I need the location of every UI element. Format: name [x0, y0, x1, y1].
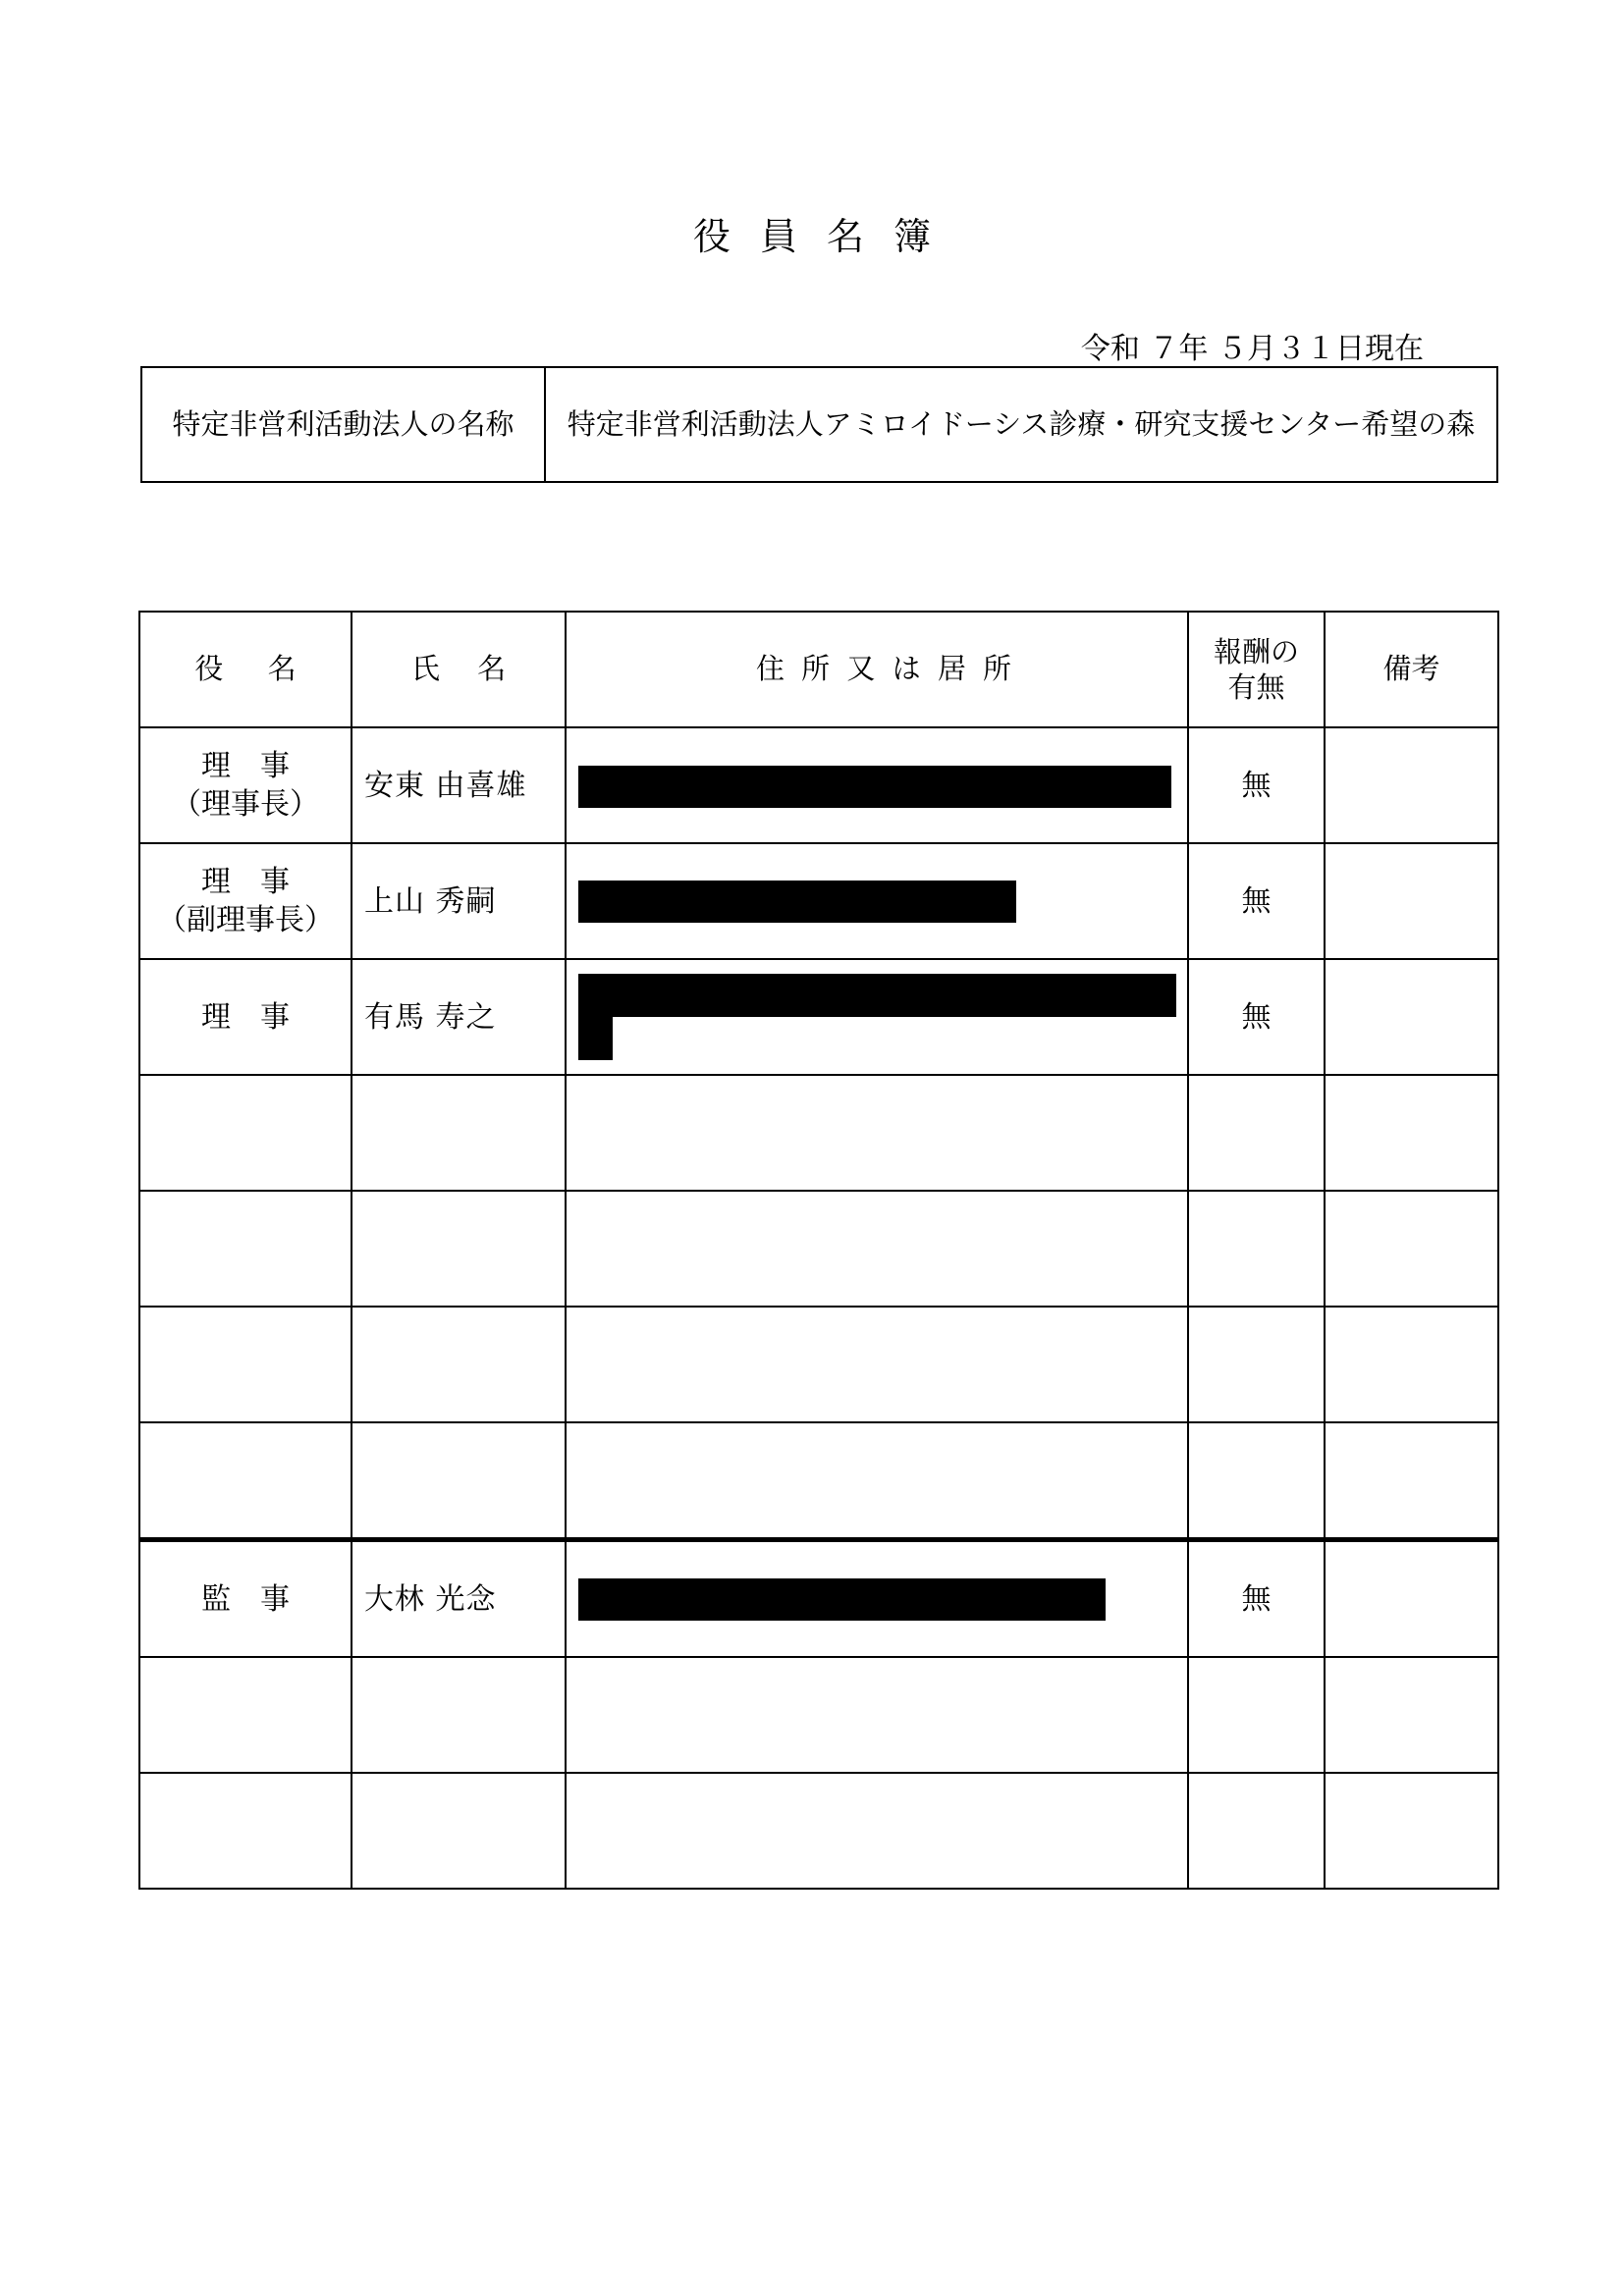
- role-cell: [139, 1307, 352, 1422]
- director-row: [139, 727, 1498, 843]
- name-cell: [352, 1657, 566, 1773]
- director-row: [139, 843, 1498, 959]
- header-remuneration: [1188, 612, 1325, 727]
- remarks-cell: [1325, 959, 1498, 1075]
- role-cell: [139, 1657, 352, 1773]
- redaction-bar: [578, 766, 1171, 808]
- remuneration-cell: [1188, 1422, 1325, 1540]
- corporation-name: 特定非営利活動法人アミロイドーシス診療・研究支援センター希望の森: [545, 367, 1497, 482]
- name-cell: 大林 光念: [352, 1540, 566, 1658]
- director-row: [139, 959, 1498, 1075]
- name-cell: [352, 1422, 566, 1540]
- redaction-bar: [578, 1578, 1106, 1621]
- name-cell: [352, 1307, 566, 1422]
- header-remuneration-line1: 報酬の: [1213, 634, 1299, 668]
- name-cell: [352, 1191, 566, 1307]
- corporation-name-table: [140, 366, 1498, 483]
- director-row: [139, 1422, 1498, 1540]
- address-cell: [566, 959, 1188, 1075]
- auditor-row: [139, 1773, 1498, 1889]
- remarks-cell: [1325, 1773, 1498, 1889]
- role-cell: [139, 1075, 352, 1191]
- auditor-row: [139, 1540, 1498, 1658]
- remuneration-cell: 無: [1188, 1540, 1325, 1658]
- document-title: 役員名簿: [692, 215, 960, 258]
- remarks-cell: [1325, 1657, 1498, 1773]
- director-row: [139, 1307, 1498, 1422]
- remuneration-cell: [1188, 1191, 1325, 1307]
- role-cell: [139, 1422, 352, 1540]
- header-remuneration-line2: 有無: [1227, 670, 1285, 704]
- corporation-label: 特定非営利活動法人の名称: [141, 367, 545, 482]
- role-cell: 理 事: [139, 959, 352, 1075]
- remarks-cell: [1325, 1075, 1498, 1191]
- address-cell: [566, 1075, 1188, 1191]
- remuneration-cell: [1188, 1307, 1325, 1422]
- address-cell: [566, 727, 1188, 843]
- auditor-row: [139, 1657, 1498, 1773]
- remuneration-cell: [1188, 1075, 1325, 1191]
- as-of-date: 令和 ７年 ５月３１日現在: [1080, 332, 1424, 366]
- director-row: [139, 1191, 1498, 1307]
- name-cell: [352, 1773, 566, 1889]
- name-cell: [352, 1075, 566, 1191]
- role-cell: 監 事: [139, 1540, 352, 1658]
- remuneration-cell: [1188, 1657, 1325, 1773]
- address-cell: [566, 1657, 1188, 1773]
- role-cell: [139, 1191, 352, 1307]
- header-remarks: 備考: [1325, 612, 1498, 727]
- redaction-bar: [578, 881, 1016, 923]
- address-cell: [566, 1540, 1188, 1658]
- name-cell: 上山 秀嗣: [352, 843, 566, 959]
- remuneration-cell: [1188, 1773, 1325, 1889]
- header-address: 住 所 又 は 居 所: [566, 612, 1188, 727]
- address-cell: [566, 1422, 1188, 1540]
- redaction-bar: [578, 1015, 613, 1060]
- address-cell: [566, 1773, 1188, 1889]
- remarks-cell: [1325, 843, 1498, 959]
- remuneration-cell: 無: [1188, 843, 1325, 959]
- address-cell: [566, 1307, 1188, 1422]
- remuneration-cell: 無: [1188, 727, 1325, 843]
- name-cell: 有馬 寿之: [352, 959, 566, 1075]
- remarks-cell: [1325, 1540, 1498, 1658]
- name-cell: 安東 由喜雄: [352, 727, 566, 843]
- remuneration-cell: 無: [1188, 959, 1325, 1075]
- director-row: [139, 1075, 1498, 1191]
- remarks-cell: [1325, 1191, 1498, 1307]
- corporation-row: [141, 367, 1497, 482]
- role-cell: 理 事 （副理事長）: [139, 843, 352, 959]
- remarks-cell: [1325, 1307, 1498, 1422]
- address-cell: [566, 843, 1188, 959]
- remarks-cell: [1325, 1422, 1498, 1540]
- role-cell: 理 事 （理事長）: [139, 727, 352, 843]
- remarks-cell: [1325, 727, 1498, 843]
- role-cell: [139, 1773, 352, 1889]
- redaction-bar: [578, 974, 1176, 1017]
- address-cell: [566, 1191, 1188, 1307]
- header-role: 役 名: [139, 612, 352, 727]
- officer-roster-table: [138, 611, 1499, 1890]
- header-name: 氏 名: [352, 612, 566, 727]
- roster-header-row: [139, 612, 1498, 727]
